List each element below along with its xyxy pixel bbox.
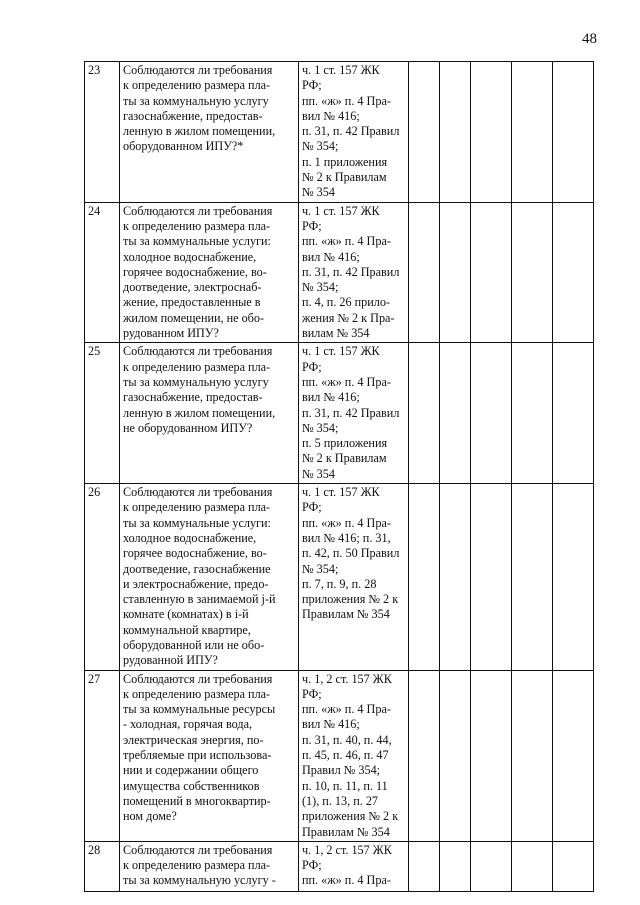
question-line: горячее водоснабжение, во-: [123, 546, 267, 561]
question-line: комнате (комнатах) в i-й: [123, 607, 249, 622]
row-number: 23: [85, 62, 120, 203]
question-cell: [120, 343, 299, 484]
reference-line: пп. «ж» п. 4 Пра-: [302, 702, 391, 717]
reference-line: № 354: [302, 466, 335, 481]
reference-line: РФ;: [302, 858, 322, 873]
reference-line: Правилам № 354: [302, 607, 390, 622]
question-line: ты за коммунальную услугу: [123, 93, 269, 108]
question-line: ленную в жилом помещении,: [123, 124, 276, 139]
reference-line: вил № 416;: [302, 108, 360, 123]
reference-line: ч. 1 ст. 157 ЖК: [302, 485, 380, 500]
empty-answer-cell: [553, 343, 594, 484]
reference-line: жения № 2 к Пра-: [302, 310, 395, 325]
reference-line: пп. «ж» п. 4 Пра-: [302, 234, 391, 249]
question-line: жилом помещении, не обо-: [123, 310, 265, 325]
empty-answer-cell: [440, 670, 471, 841]
question-line: ты за коммунальные услуги:: [123, 515, 271, 530]
reference-line: (1), п. 13, п. 27: [302, 793, 379, 808]
question-line: помещений в многоквартир-: [123, 793, 271, 808]
empty-answer-cell: [471, 484, 512, 671]
reference-line: пп. «ж» п. 4 Пра-: [302, 374, 391, 389]
question-line: к определению размера пла-: [123, 78, 271, 93]
reference-line: РФ;: [302, 686, 322, 701]
reference-line: вил № 416;: [302, 249, 360, 264]
question-line: оборудованном ИПУ?*: [123, 139, 244, 154]
question-line: не оборудованном ИПУ?: [123, 420, 253, 435]
reference-line: п. 45, п. 46, п. 47: [302, 748, 389, 763]
empty-answer-cell: [553, 841, 594, 891]
empty-answer-cell: [512, 62, 553, 203]
question-line: оборудованной или не обо-: [123, 637, 265, 652]
table-row: [85, 343, 594, 484]
legal-reference-cell: [299, 484, 409, 671]
question-line: ном доме?: [123, 809, 177, 824]
reference-line: ч. 1, 2 ст. 157 ЖК: [302, 842, 392, 857]
reference-line: № 354;: [302, 139, 339, 154]
reference-line: п. 1 приложения: [302, 154, 388, 169]
question-line: к определению размера пла-: [123, 686, 271, 701]
reference-line: ч. 1, 2 ст. 157 ЖК: [302, 671, 392, 686]
reference-line: № 2 к Правилам: [302, 451, 387, 466]
question-line: ты за коммунальные услуги:: [123, 234, 271, 249]
row-number: 27: [85, 670, 120, 841]
question-line: Соблюдаются ли требования: [123, 63, 273, 77]
question-line: жение, предоставленные в: [123, 295, 261, 310]
legal-reference-cell: [299, 670, 409, 841]
question-line: доотведение, газоснабжение: [123, 561, 271, 576]
empty-answer-cell: [409, 343, 440, 484]
empty-answer-cell: [512, 841, 553, 891]
reference-line: пп. «ж» п. 4 Пра-: [302, 93, 391, 108]
question-line: требляемые при использова-: [123, 748, 272, 763]
question-line: к определению размера пла-: [123, 858, 271, 873]
legal-reference-cell: [299, 841, 409, 891]
question-line: ты за коммунальную услугу: [123, 374, 269, 389]
question-line: газоснабжение, предостав-: [123, 390, 263, 405]
reference-line: п. 10, п. 11, п. 11: [302, 778, 388, 793]
empty-answer-cell: [440, 484, 471, 671]
table-body: [85, 62, 594, 892]
question-line: горячее водоснабжение, во-: [123, 264, 267, 279]
reference-line: Правилам № 354: [302, 824, 390, 839]
reference-line: № 2 к Правилам: [302, 170, 387, 185]
question-cell: [120, 670, 299, 841]
table-row: [85, 484, 594, 671]
reference-line: № 354: [302, 185, 335, 200]
reference-line: п. 31, п. 40, п. 44,: [302, 732, 392, 747]
reference-line: Правил № 354;: [302, 763, 381, 778]
reference-line: № 354;: [302, 280, 339, 295]
table-row: [85, 841, 594, 891]
reference-line: РФ;: [302, 500, 322, 515]
reference-line: приложения № 2 к: [302, 592, 399, 607]
question-line: и электроснабжение, предо-: [123, 576, 269, 591]
reference-line: вил № 416;: [302, 390, 360, 405]
question-line: нии и содержании общего: [123, 763, 259, 778]
reference-line: пп. «ж» п. 4 Пра-: [302, 873, 391, 888]
reference-line: п. 42, п. 50 Правил: [302, 546, 400, 561]
reference-line: вил № 416;: [302, 717, 360, 732]
question-line: рудованной ИПУ?: [123, 653, 218, 668]
question-line: холодное водоснабжение,: [123, 249, 257, 264]
empty-answer-cell: [512, 484, 553, 671]
reference-line: вил № 416; п. 31,: [302, 530, 391, 545]
empty-answer-cell: [440, 343, 471, 484]
question-line: ты за коммунальную услугу -: [123, 873, 276, 888]
reference-line: ч. 1 ст. 157 ЖК: [302, 203, 380, 218]
empty-answer-cell: [471, 62, 512, 203]
question-line: ставленную в занимаемой j-й: [123, 592, 276, 607]
table-row: [85, 202, 594, 343]
empty-answer-cell: [409, 484, 440, 671]
empty-answer-cell: [471, 202, 512, 343]
reference-line: п. 31, п. 42 Правил: [302, 405, 400, 420]
reference-line: РФ;: [302, 218, 322, 233]
empty-answer-cell: [512, 202, 553, 343]
reference-line: РФ;: [302, 78, 322, 93]
legal-reference-cell: [299, 343, 409, 484]
empty-answer-cell: [512, 343, 553, 484]
question-line: газоснабжение, предостав-: [123, 108, 263, 123]
reference-line: п. 31, п. 42 Правил: [302, 124, 400, 139]
question-line: доотведение, электроснаб-: [123, 280, 262, 295]
empty-answer-cell: [471, 670, 512, 841]
question-line: Соблюдаются ли требования: [123, 671, 273, 686]
reference-line: приложения № 2 к: [302, 809, 399, 824]
reference-line: № 354;: [302, 561, 339, 576]
empty-answer-cell: [553, 484, 594, 671]
question-line: Соблюдаются ли требования: [123, 842, 273, 857]
reference-line: п. 4, п. 26 прило-: [302, 295, 391, 310]
reference-line: п. 5 приложения: [302, 436, 388, 451]
question-line: рудованном ИПУ?: [123, 326, 219, 341]
question-line: - холодная, горячая вода,: [123, 717, 253, 732]
empty-answer-cell: [553, 62, 594, 203]
empty-answer-cell: [409, 202, 440, 343]
row-number: 26: [85, 484, 120, 671]
table-row: [85, 62, 594, 203]
empty-answer-cell: [409, 670, 440, 841]
question-line: к определению размера пла-: [123, 500, 271, 515]
reference-line: ч. 1 ст. 157 ЖК: [302, 63, 380, 77]
empty-answer-cell: [440, 841, 471, 891]
page-number: 48: [582, 31, 597, 47]
reference-line: пп. «ж» п. 4 Пра-: [302, 515, 391, 530]
empty-answer-cell: [409, 62, 440, 203]
question-cell: [120, 62, 299, 203]
question-line: к определению размера пла-: [123, 218, 271, 233]
empty-answer-cell: [512, 670, 553, 841]
table-row: [85, 670, 594, 841]
empty-answer-cell: [471, 343, 512, 484]
reference-line: ч. 1 ст. 157 ЖК: [302, 344, 380, 359]
reference-line: РФ;: [302, 359, 322, 374]
question-cell: [120, 841, 299, 891]
question-line: ленную в жилом помещении,: [123, 405, 276, 420]
reference-line: вилам № 354: [302, 326, 370, 341]
question-cell: [120, 202, 299, 343]
empty-answer-cell: [440, 202, 471, 343]
empty-answer-cell: [440, 62, 471, 203]
question-line: холодное водоснабжение,: [123, 530, 257, 545]
question-line: Соблюдаются ли требования: [123, 485, 273, 500]
legal-reference-cell: [299, 62, 409, 203]
question-line: Соблюдаются ли требования: [123, 344, 273, 359]
empty-answer-cell: [409, 841, 440, 891]
checklist-table: [84, 61, 594, 892]
reference-line: № 354;: [302, 420, 339, 435]
question-line: электрическая энергия, по-: [123, 732, 264, 747]
reference-line: п. 31, п. 42 Правил: [302, 264, 400, 279]
question-line: Соблюдаются ли требования: [123, 203, 273, 218]
empty-answer-cell: [553, 202, 594, 343]
question-line: к определению размера пла-: [123, 359, 271, 374]
question-line: ты за коммунальные ресурсы: [123, 702, 276, 717]
row-number: 28: [85, 841, 120, 891]
row-number: 24: [85, 202, 120, 343]
empty-answer-cell: [471, 841, 512, 891]
question-cell: [120, 484, 299, 671]
legal-reference-cell: [299, 202, 409, 343]
question-line: коммунальной квартире,: [123, 622, 251, 637]
reference-line: п. 7, п. 9, п. 28: [302, 576, 377, 591]
empty-answer-cell: [553, 670, 594, 841]
question-line: имущества собственников: [123, 778, 260, 793]
row-number: 25: [85, 343, 120, 484]
